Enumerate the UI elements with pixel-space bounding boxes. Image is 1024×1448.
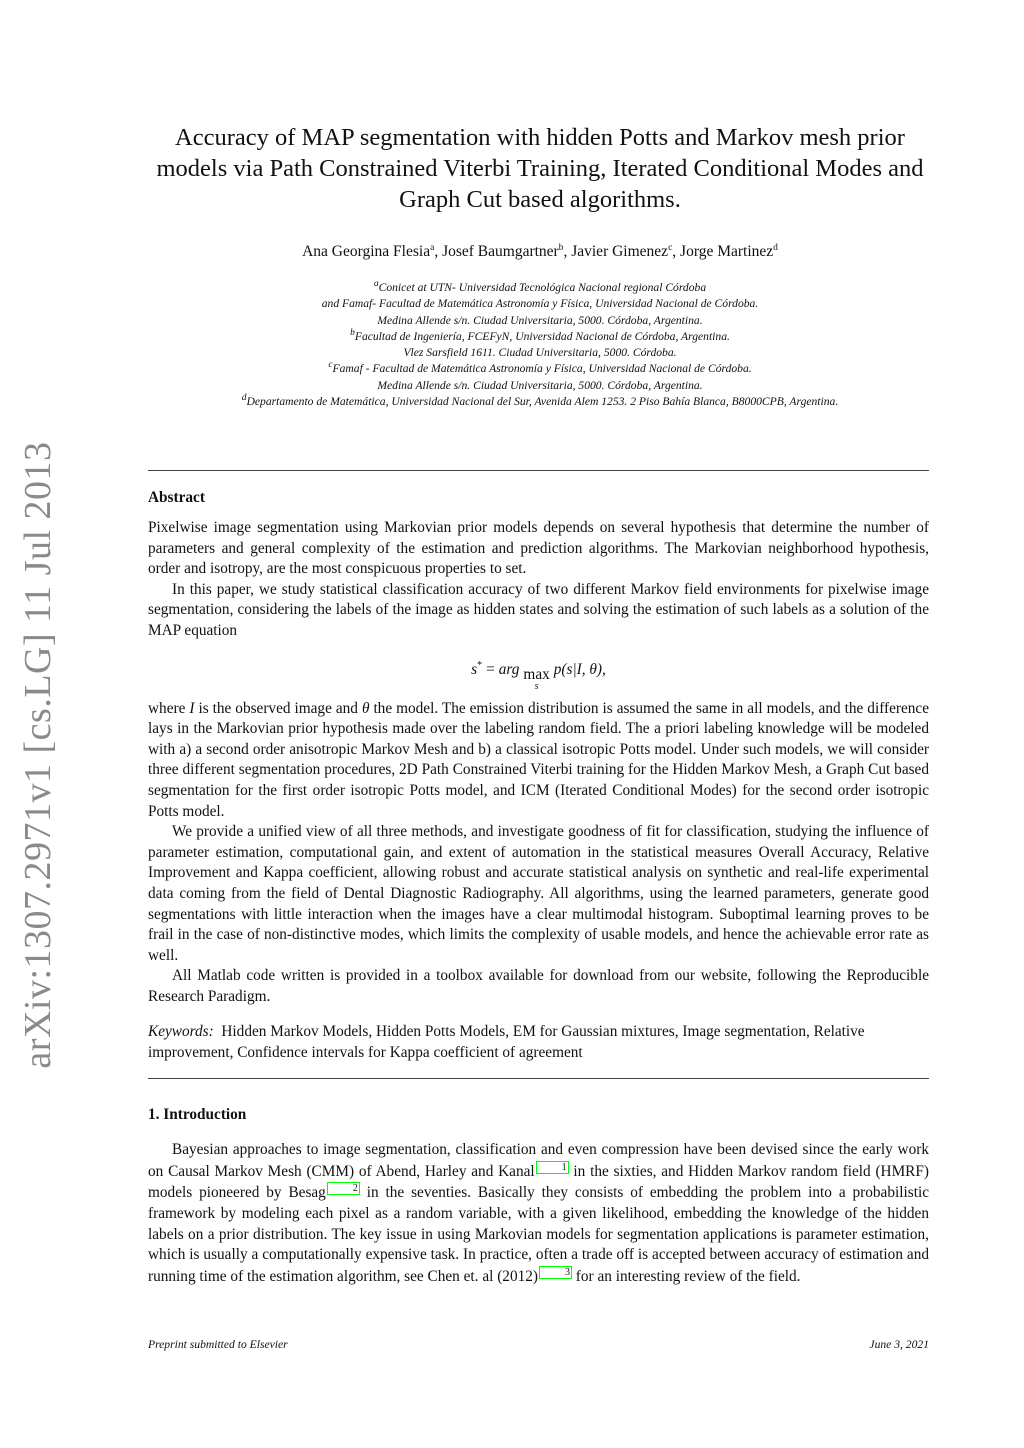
keywords-label: Keywords: <box>148 1023 214 1040</box>
arxiv-stamp-text: arXiv:1307.2971v1 [cs.LG] 11 Jul 2013 <box>17 441 59 1069</box>
footer-preprint-note: Preprint submitted to Elsevier <box>148 1338 288 1351</box>
abstract-paragraph: All Matlab code written is provided in a toolbox available for download from our website, following the Reproducible Research Paradigm. <box>148 967 929 1005</box>
abstract-heading: Abstract <box>148 489 205 506</box>
affiliation: and Famaf- Facultad de Matemática Astronomía y Física, Universidad Nacional de Córdoba. <box>321 297 759 311</box>
author: Javier Gimenez$^c$, <box>571 242 681 260</box>
author: Josef Baumgartner$^b$, <box>442 242 572 260</box>
citation-link[interactable]: 3 <box>539 1266 572 1279</box>
affiliation: Medina Allende s/n. Ciudad Universitaria, 5000. Córdoba, Argentina. <box>377 378 703 392</box>
affiliation: $^a$Conicet at UTN- Universidad Tecnológica Nacional regional Córdoba <box>373 279 707 294</box>
section-divider <box>148 1078 929 1079</box>
abstract-paragraph: In this paper, we study statistical classification accuracy of two different Markov field environments for pixelwise image segmentation, considering the labels of the image as hidden states and solving the estimation of such labels as a solution of the MAP equation <box>148 580 929 639</box>
arxiv-stamp <box>12 441 64 1069</box>
keywords <box>148 1022 929 1063</box>
abstract-body <box>148 518 929 1008</box>
abstract-paragraph: We provide a unified view of all three methods, and investigate goodness of fit for classification, studying the influence of parameter estimation, computational gain, and extent of automation in the statistical measures Overall Accuracy, Relative Improvement and Kappa coefficient, allowing robust and accurate statistical analysis on synthetic and real-life experimental data coming from the field of Dental Diagnostic Radiography. All algorithms, using the learned parameters, generate good segmentations with little interaction when the images have a clear multimodal histogram. Suboptimal learning proves to be frail in the case of non-distinctive modes, which limits the complexity of usable models, and hence the achievable error rate as well. <box>148 823 929 964</box>
introduction-body <box>148 1140 929 1287</box>
author-list <box>140 242 940 262</box>
map-equation: s* = arg max s p(s|I, θ), <box>471 659 606 692</box>
author: Jorge Martinez$^d$ <box>680 242 778 260</box>
introduction-heading: 1. Introduction <box>148 1106 247 1123</box>
affiliation: $^c$Famaf - Facultad de Matemática Astronomía y Física, Universidad Nacional de Córdoba. <box>328 360 752 376</box>
citation-link[interactable]: 1 <box>536 1161 569 1174</box>
keywords-text: Hidden Markov Models, Hidden Potts Models, EM for Gaussian mixtures, Image segmentation, Relative improvement, Confidence intervals for Kappa coefficient of agreement <box>148 1023 865 1061</box>
introduction-paragraph: Bayesian approaches to image segmentation, classification and even compression have been devised since the early work on Causal Markov Mesh (CMM) of Abend, Harley and Kanal 1 in the sixties, and Hidden Markov random field (HMRF) models pioneered by Besag 2 in the seventies. Basically they consists of embedding the problem into a probabilistic framework by modeling each pixel as a random variable, with a given likelihood, embedding the knowledge of the hidden labels on a prior distribution. The key issue in using Markovian models for segmentation applications is parameter estimation, which is usually a computationally expensive task. In practice, often a trade off is accepted between accuracy of estimation and running time of the estimation algorithm, see Chen et. al (2012) 3 for an interesting review of the field. <box>148 1141 929 1285</box>
citation-link[interactable]: 2 <box>327 1182 360 1195</box>
footer-date: June 3, 2021 <box>869 1338 929 1351</box>
affiliation: Vlez Sarsfield 1611. Ciudad Universitaria, 5000. Córdoba. <box>403 346 677 360</box>
author: Ana Georgina Flesia$^a$, <box>302 242 443 260</box>
paper-title: Accuracy of MAP segmentation with hidden Potts and Markov mesh prior models via Path Constrained Viterbi Training, Iterated Conditional Modes and Graph Cut based algorithms. <box>156 124 924 213</box>
abstract-paragraph: Pixelwise image segmentation using Markovian prior models depends on several hypothesis that determine the number of parameters and general complexity of the estimation and prediction algorithms. The Markovian neighborhood hypothesis, order and isotropy, are the most conspicuous properties to set. <box>148 519 929 578</box>
abstract-paragraph: where I is the observed image and θ the model. The emission distribution is assumed the same in all models, and the difference lays in the Markovian prior hypothesis made over the labeling random field. The a priori labeling knowledge will be modeled with a) a second order anisotropic Markov Mesh and b) a classical isotropic Potts model. Under such models, we will consider three different segmentation procedures, 2D Path Constrained Viterbi training for the Hidden Markov Mesh, a Graph Cut based segmentation for the first order isotropic Potts model, and ICM (Iterated Conditional Modes) for the second order isotropic Potts model. <box>148 699 930 820</box>
section-divider <box>148 470 929 471</box>
affiliation: $^d$Departamento de Matemática, Universidad Nacional del Sur, Avenida Alem 1253. 2 Piso Bahía Blanca, B8000CPB, Argentina. <box>241 393 839 409</box>
affiliation: Medina Allende s/n. Ciudad Universitaria, 5000. Córdoba, Argentina. <box>377 313 703 327</box>
affiliation-list <box>140 280 940 410</box>
affiliation: $^b$Facultad de Ingeniería, FCEFyN, Universidad Nacional de Córdoba, Argentina. <box>350 328 730 343</box>
